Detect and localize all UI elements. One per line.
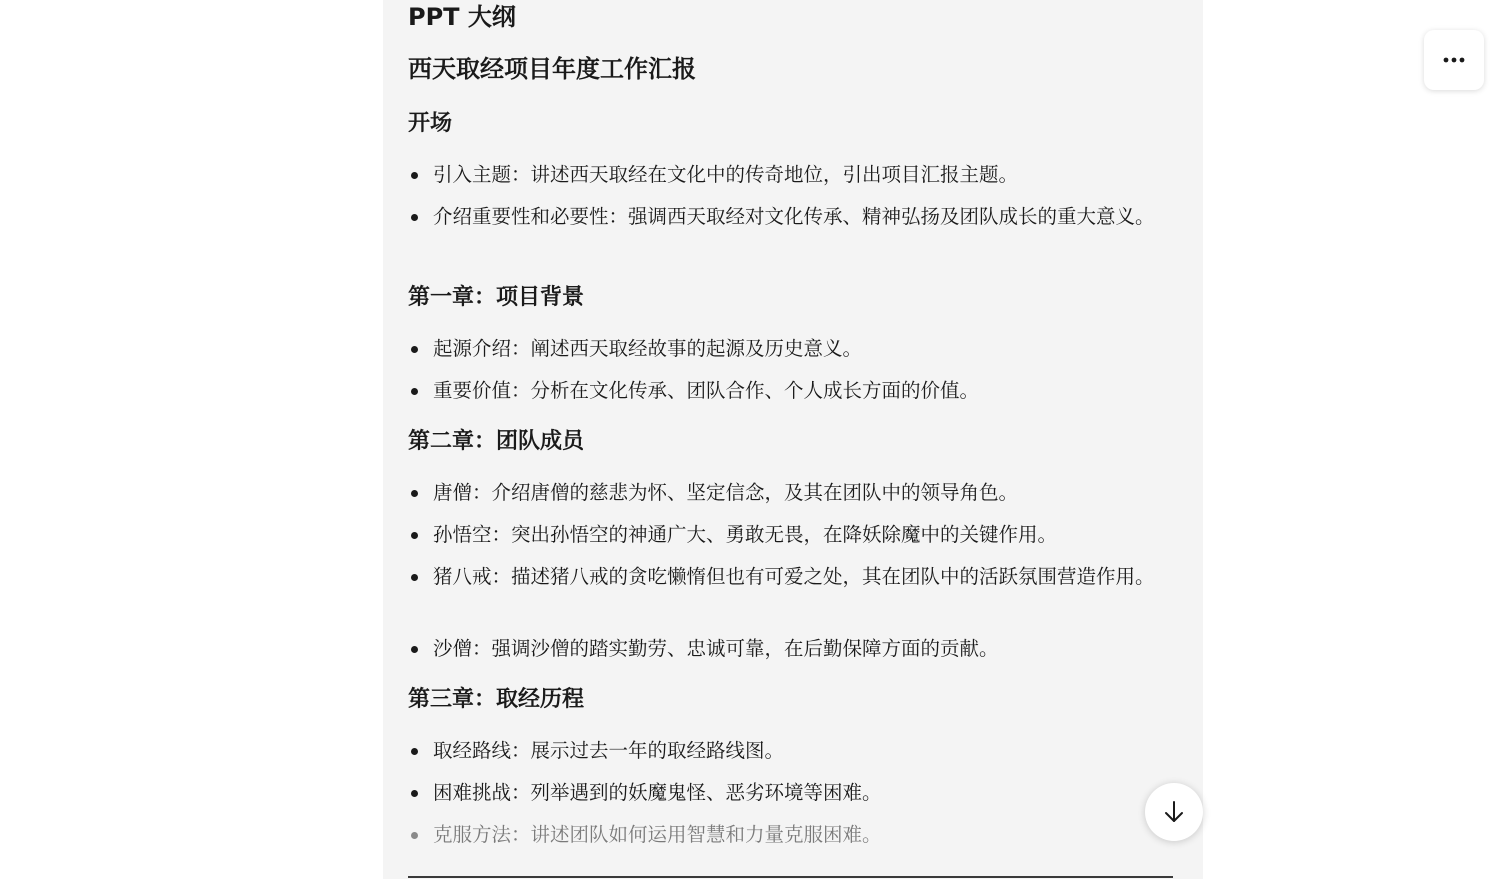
bullet-icon <box>411 832 418 839</box>
list-item-text: 唐僧：介绍唐僧的慈悲为怀、坚定信念，及其在团队中的领导角色。 <box>433 481 1019 504</box>
divider <box>408 876 1173 878</box>
list-item-text: 猪八戒：描述猪八戒的贪吃懒惰但也有可爱之处，其在团队中的活跃氛围营造作用。 <box>433 565 1155 588</box>
list-item <box>408 160 1178 190</box>
more-horizontal-icon <box>1443 57 1465 63</box>
scroll-to-bottom-button[interactable] <box>1145 783 1203 841</box>
bullet-icon <box>411 388 418 395</box>
list-item <box>408 634 1178 664</box>
bullet-icon <box>411 214 418 221</box>
list-item-text: 沙僧：强调沙僧的踏实勤劳、忠诚可靠，在后勤保障方面的贡献。 <box>433 637 999 660</box>
section-title-journey: 第三章：取经历程 <box>408 687 585 712</box>
list-item <box>408 376 1178 406</box>
list-item-text: 取经路线：展示过去一年的取经路线图。 <box>433 739 785 762</box>
outline-heading: PPT 大纲 <box>408 3 516 31</box>
bullet-icon <box>411 748 418 755</box>
list-item <box>408 562 1178 592</box>
bullet-icon <box>411 346 418 353</box>
list-item-text: 起源介绍：阐述西天取经故事的起源及历史意义。 <box>433 337 863 360</box>
list-item-text: 孙悟空：突出孙悟空的神通广大、勇敢无畏，在降妖除魔中的关键作用。 <box>433 523 1058 546</box>
section-title-opening: 开场 <box>408 111 453 136</box>
list-item <box>408 520 1178 550</box>
presentation-title: 西天取经项目年度工作汇报 <box>408 55 696 83</box>
list-item <box>408 202 1178 232</box>
list-item-text: 困难挑战：列举遇到的妖魔鬼怪、恶劣环境等困难。 <box>433 781 882 804</box>
message-panel <box>383 0 1203 879</box>
arrow-down-icon <box>1163 800 1185 824</box>
section-title-background: 第一章：项目背景 <box>408 285 585 310</box>
section-title-team: 第二章：团队成员 <box>408 429 585 454</box>
list-item-text: 引入主题：讲述西天取经在文化中的传奇地位，引出项目汇报主题。 <box>433 163 1019 186</box>
bullet-icon <box>411 490 418 497</box>
bullet-icon <box>411 172 418 179</box>
bullet-icon <box>411 532 418 539</box>
bullet-icon <box>411 574 418 581</box>
list-item-text: 克服方法：讲述团队如何运用智慧和力量克服困难。 <box>433 823 882 846</box>
bullet-icon <box>411 646 418 653</box>
list-item-text: 重要价值：分析在文化传承、团队合作、个人成长方面的价值。 <box>433 379 980 402</box>
more-options-button[interactable] <box>1424 30 1484 90</box>
list-item <box>408 778 1178 808</box>
list-item <box>408 334 1178 364</box>
list-item <box>408 736 1178 766</box>
bullet-icon <box>411 790 418 797</box>
list-item <box>408 478 1178 508</box>
list-item <box>408 820 1178 850</box>
list-item-text: 介绍重要性和必要性：强调西天取经对文化传承、精神弘扬及团队成长的重大意义。 <box>433 205 1155 228</box>
